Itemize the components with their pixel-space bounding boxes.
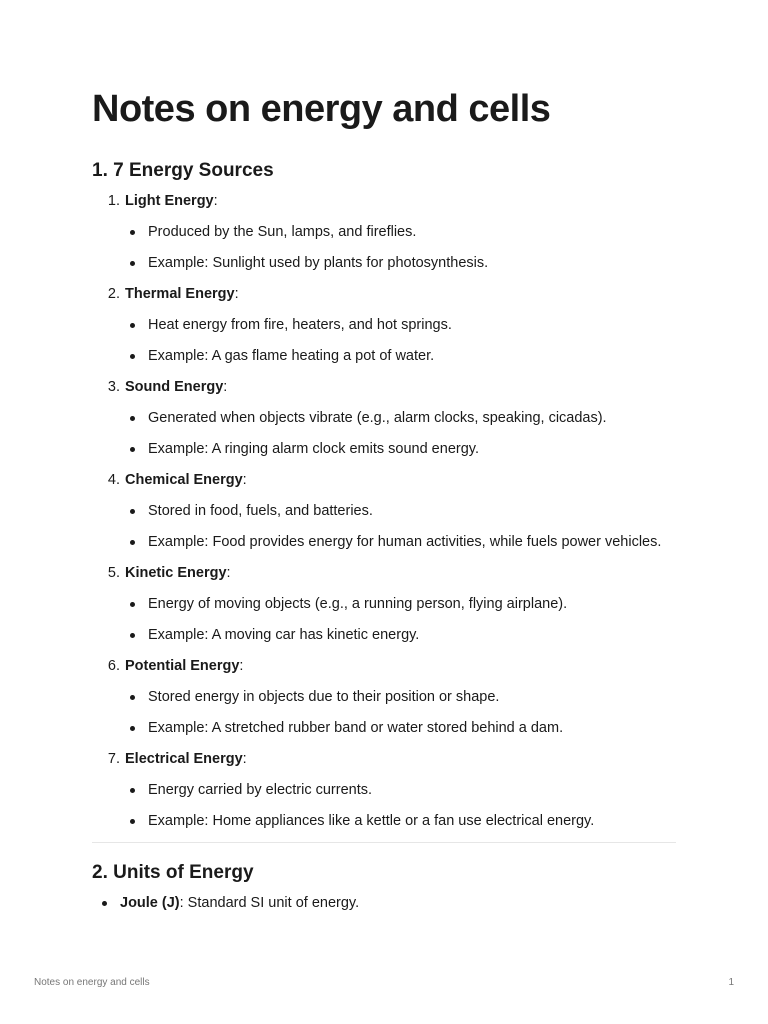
bullet-dot-icon bbox=[92, 594, 148, 615]
energy-source-name: Chemical Energy bbox=[125, 472, 243, 488]
energy-source-item bbox=[92, 563, 676, 646]
energy-source-details bbox=[92, 780, 676, 832]
energy-source-item bbox=[92, 656, 676, 739]
energy-source-details bbox=[92, 222, 676, 274]
unit-text bbox=[120, 893, 359, 914]
label-colon: : bbox=[226, 565, 231, 581]
energy-source-details bbox=[92, 315, 676, 367]
list-item bbox=[92, 780, 676, 801]
bullet-text: Produced by the Sun, lamps, and fireflies. bbox=[148, 224, 417, 240]
bullet-dot-icon bbox=[92, 780, 148, 801]
energy-source-details bbox=[92, 594, 676, 646]
energy-source-name: Electrical Energy bbox=[125, 751, 243, 767]
unit-item bbox=[92, 893, 676, 914]
list-item bbox=[92, 501, 676, 522]
list-item bbox=[92, 222, 676, 243]
energy-source-details bbox=[92, 687, 676, 739]
energy-source-label bbox=[92, 563, 676, 584]
list-item bbox=[92, 594, 676, 615]
bullet-dot-icon bbox=[92, 346, 148, 367]
bullet-text: Stored in food, fuels, and batteries. bbox=[148, 503, 373, 519]
energy-source-label bbox=[92, 470, 676, 491]
list-number: 1. bbox=[107, 193, 120, 209]
bullet-dot-icon bbox=[92, 687, 148, 708]
footer-page-number: 1 bbox=[728, 977, 734, 988]
footer-document-title: Notes on energy and cells bbox=[34, 977, 150, 988]
list-item bbox=[92, 718, 676, 739]
list-item bbox=[92, 532, 676, 553]
bullet-dot-icon bbox=[92, 501, 148, 522]
list-number: 5. bbox=[107, 565, 120, 581]
bullet-text: Example: A stretched rubber band or water stored behind a dam. bbox=[148, 720, 564, 736]
energy-source-label bbox=[92, 656, 676, 677]
label-colon: : bbox=[213, 193, 218, 209]
bullet-dot-icon bbox=[92, 625, 148, 646]
bullet-dot-icon bbox=[92, 811, 148, 832]
energy-source-name: Kinetic Energy bbox=[125, 565, 227, 581]
energy-source-details bbox=[92, 501, 676, 553]
bullet-text: Example: Sunlight used by plants for photosynthesis. bbox=[148, 255, 489, 271]
bullet-text: Generated when objects vibrate (e.g., alarm clocks, speaking, cicadas). bbox=[148, 410, 607, 426]
energy-source-details bbox=[92, 408, 676, 460]
document-body bbox=[92, 86, 676, 914]
list-item bbox=[92, 315, 676, 336]
bullet-text: Example: Food provides energy for human activities, while fuels power vehicles. bbox=[148, 534, 662, 550]
bullet-text: Energy carried by electric currents. bbox=[148, 782, 373, 798]
list-item bbox=[92, 439, 676, 460]
bullet-text: Heat energy from fire, heaters, and hot springs. bbox=[148, 317, 452, 333]
list-number: 3. bbox=[107, 379, 120, 395]
label-colon: : bbox=[223, 379, 228, 395]
section-heading-energy-sources: 1. 7 Energy Sources bbox=[92, 160, 274, 181]
list-item bbox=[92, 346, 676, 367]
energy-source-item bbox=[92, 377, 676, 460]
energy-sources-list bbox=[92, 191, 676, 832]
bullet-text: Energy of moving objects (e.g., a running person, flying airplane). bbox=[148, 596, 568, 612]
bullet-dot-icon bbox=[92, 408, 148, 429]
bullet-dot-icon bbox=[92, 222, 148, 243]
list-item bbox=[92, 687, 676, 708]
unit-description: : Standard SI unit of energy. bbox=[179, 895, 360, 911]
label-colon: : bbox=[242, 472, 247, 488]
list-item bbox=[92, 625, 676, 646]
list-item bbox=[92, 811, 676, 832]
unit-name: Joule (J) bbox=[120, 895, 180, 911]
energy-source-name: Sound Energy bbox=[125, 379, 224, 395]
bullet-text: Example: Home appliances like a kettle or a fan use electrical energy. bbox=[148, 813, 595, 829]
units-list bbox=[92, 893, 676, 914]
energy-source-label bbox=[92, 377, 676, 398]
page-title: Notes on energy and cells bbox=[92, 88, 551, 130]
bullet-dot-icon bbox=[92, 718, 148, 739]
list-number: 6. bbox=[107, 658, 120, 674]
energy-source-name: Thermal Energy bbox=[125, 286, 235, 302]
energy-source-label bbox=[92, 284, 676, 305]
bullet-dot-icon bbox=[92, 315, 148, 336]
list-item bbox=[92, 253, 676, 274]
list-number: 7. bbox=[107, 751, 120, 767]
energy-source-label bbox=[92, 749, 676, 770]
section-heading-units: 2. Units of Energy bbox=[92, 862, 254, 883]
energy-source-name: Light Energy bbox=[125, 193, 214, 209]
list-number: 2. bbox=[107, 286, 120, 302]
bullet-text: Example: A gas flame heating a pot of water. bbox=[148, 348, 435, 364]
bullet-text: Example: A moving car has kinetic energy. bbox=[148, 627, 420, 643]
list-number: 4. bbox=[107, 472, 120, 488]
bullet-dot-icon bbox=[92, 893, 120, 914]
energy-source-item bbox=[92, 749, 676, 832]
section-divider bbox=[92, 842, 676, 843]
label-colon: : bbox=[242, 751, 247, 767]
energy-source-item bbox=[92, 191, 676, 274]
bullet-dot-icon bbox=[92, 532, 148, 553]
bullet-text: Stored energy in objects due to their position or shape. bbox=[148, 689, 500, 705]
energy-source-item bbox=[92, 284, 676, 367]
bullet-dot-icon bbox=[92, 253, 148, 274]
bullet-dot-icon bbox=[92, 439, 148, 460]
label-colon: : bbox=[239, 658, 244, 674]
energy-source-name: Potential Energy bbox=[125, 658, 240, 674]
bullet-text: Example: A ringing alarm clock emits sound energy. bbox=[148, 441, 479, 457]
label-colon: : bbox=[234, 286, 239, 302]
energy-source-item bbox=[92, 470, 676, 553]
list-item bbox=[92, 408, 676, 429]
energy-source-label bbox=[92, 191, 676, 212]
